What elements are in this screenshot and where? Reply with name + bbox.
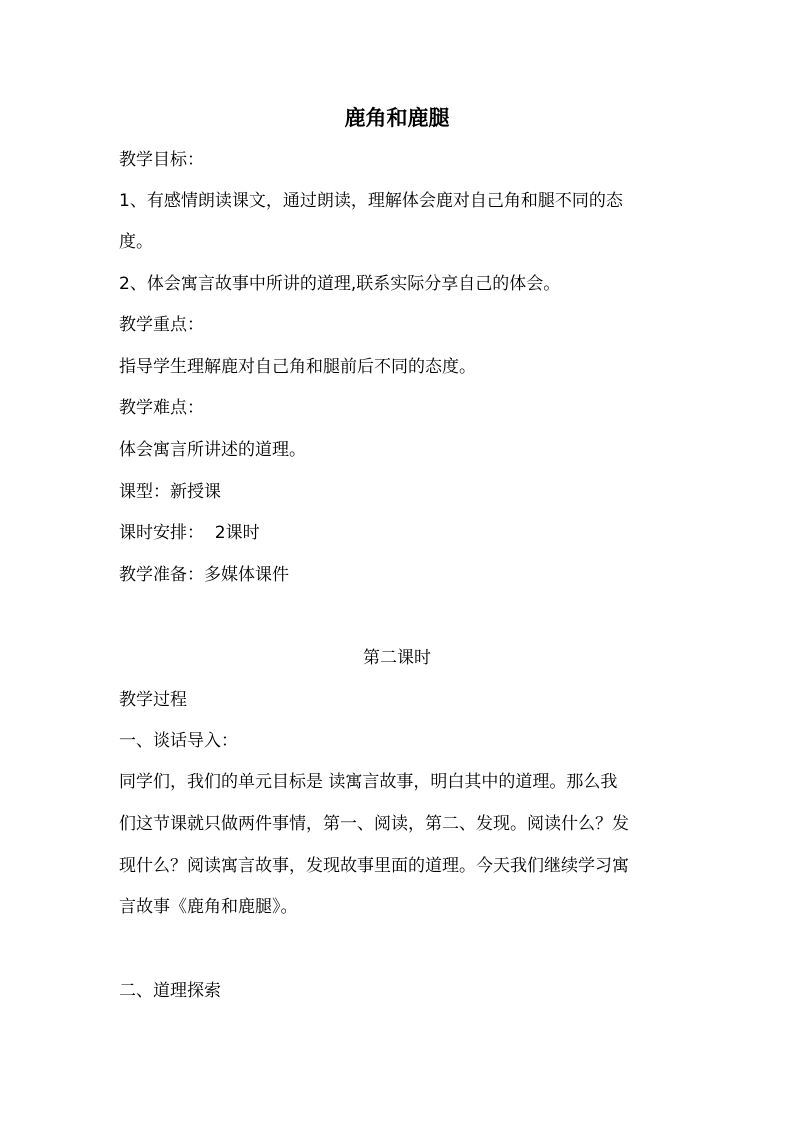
goals-heading: 教学目标： (119, 150, 204, 170)
schedule: 课时安排： 2课时 (119, 523, 260, 543)
difficulties-text: 体会寓言所讲述的道理。 (119, 440, 306, 460)
intro-line-4: 言故事《鹿角和鹿腿》。 (119, 897, 298, 917)
key-points-text: 指导学生理解鹿对自己角和腿前后不同的态度。 (119, 357, 476, 377)
document-title: 鹿角和鹿腿 (344, 106, 450, 130)
section-1-heading: 一、谈话导入： (119, 731, 238, 751)
goal-1-line-2: 度。 (119, 232, 153, 252)
difficulties-heading: 教学难点： (119, 398, 204, 418)
session-title: 第二课时 (363, 648, 431, 668)
section-2-heading: 二、道理探索 (119, 981, 221, 1001)
key-points-heading: 教学重点： (119, 315, 204, 335)
preparation: 教学准备：多媒体课件 (119, 565, 289, 585)
lesson-type: 课型：新授课 (119, 482, 221, 502)
goal-2: 2、体会寓言故事中所讲的道理,联系实际分享自己的体会。 (119, 274, 561, 294)
intro-line-1: 同学们，我们的单元目标是 读寓言故事，明白其中的道理。那么我 (119, 772, 618, 792)
process-heading: 教学过程 (119, 690, 187, 710)
goal-1-line-1: 1、有感情朗读课文，通过朗读，理解体会鹿对自己角和腿不同的态 (119, 191, 623, 211)
intro-line-3: 现什么？阅读寓言故事，发现故事里面的道理。今天我们继续学习寓 (119, 856, 629, 876)
intro-line-2: 们这节课就只做两件事情，第一、阅读，第二、发现。阅读什么？发 (119, 814, 629, 834)
